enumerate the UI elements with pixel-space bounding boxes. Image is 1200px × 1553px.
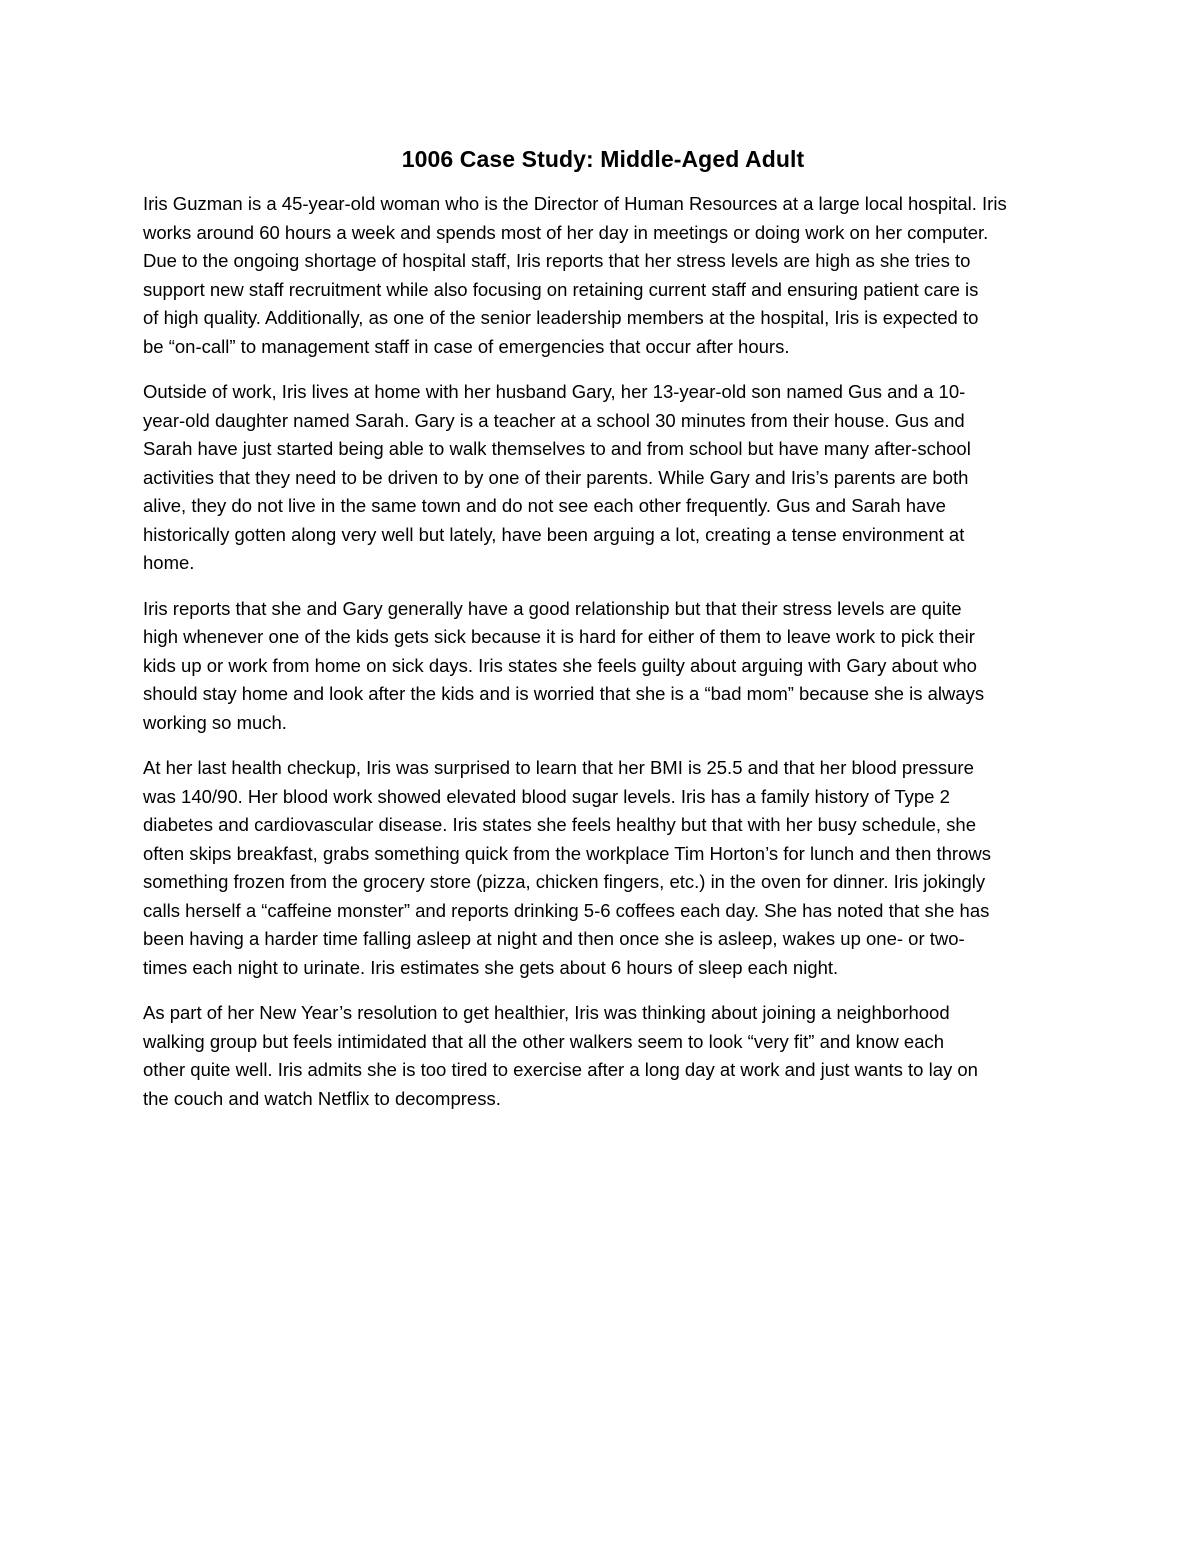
text-line: support new staff recruitment while also focusing on retaining current staff and ensuring patient care is <box>143 278 979 300</box>
text-line: Outside of work, Iris lives at home with her husband Gary, her 13-year-old son named Gus and a 10- <box>143 381 966 402</box>
text-line: of high quality. Additionally, as one of the senior leadership members at the hospital, Iris is expected to <box>143 307 979 328</box>
text-line: times each night to urinate. Iris estimates she gets about 6 hours of sleep each night. <box>143 956 839 978</box>
text-line: activities that they need to be driven to by one of their parents. While Gary and Iris’s parents are both <box>143 466 969 488</box>
document-body <box>143 142 1063 1130</box>
paragraph-resolution <box>143 999 1063 1113</box>
text-line: home. <box>143 552 195 573</box>
text-line: historically gotten along very well but lately, have been arguing a lot, creating a tense environment at <box>143 523 965 545</box>
text-line: often skips breakfast, grabs something quick from the workplace Tim Horton’s for lunch and then throws <box>143 842 991 864</box>
text-line: working so much. <box>143 711 287 733</box>
text-line: was 140/90. Her blood work showed elevated blood sugar levels. Iris has a family history of Type 2 <box>143 785 950 807</box>
paragraph-relationship <box>143 595 1063 738</box>
text-line: At her last health checkup, Iris was surprised to learn that her BMI is 25.5 and that her blood pressure <box>143 757 974 778</box>
text-line: something frozen from the grocery store (pizza, chicken fingers, etc.) in the oven for dinner. Iris jokingly <box>143 871 986 892</box>
text-line: other quite well. Iris admits she is too tired to exercise after a long day at work and just wants to lay on <box>143 1059 978 1080</box>
text-line: year-old daughter named Sarah. Gary is a teacher at a school 30 minutes from their house. Gus and <box>143 409 965 431</box>
text-line: kids up or work from home on sick days. Iris states she feels guilty about arguing with Gary about who <box>143 654 977 676</box>
text-line: diabetes and cardiovascular disease. Iris states she feels healthy but that with her busy schedule, she <box>143 814 976 835</box>
document-title: 1006 Case Study: Middle-Aged Adult <box>401 146 805 172</box>
text-line: Due to the ongoing shortage of hospital staff, Iris reports that her stress levels are high as she tries to <box>143 250 971 271</box>
text-line: Iris Guzman is a 45-year-old woman who is the Director of Human Resources at a large local hospital. Iris <box>143 193 1007 214</box>
text-line: Iris reports that she and Gary generally have a good relationship but that their stress levels are quite <box>143 597 962 619</box>
text-line: been having a harder time falling asleep at night and then once she is asleep, wakes up one- or two- <box>143 928 965 949</box>
text-line: be “on-call” to management staff in case of emergencies that occur after hours. <box>143 335 790 357</box>
text-line: Sarah have just started being able to walk themselves to and from school but have many after-school <box>143 438 971 459</box>
paragraph-family <box>143 378 1063 578</box>
paragraph-introduction <box>143 190 1063 361</box>
text-line: high whenever one of the kids gets sick because it is hard for either of them to leave work to pick their <box>143 626 975 647</box>
paragraph-health <box>143 754 1063 982</box>
text-line: the couch and watch Netflix to decompress. <box>143 1087 501 1109</box>
text-line: alive, they do not live in the same town and do not see each other frequently. Gus and Sarah have <box>143 495 946 516</box>
text-line: works around 60 hours a week and spends most of her day in meetings or doing work on her computer. <box>143 221 989 243</box>
text-line: should stay home and look after the kids and is worried that she is a “bad mom” because she is always <box>143 683 985 704</box>
text-line: calls herself a “caffeine monster” and reports drinking 5-6 coffees each day. She has noted that she has <box>143 899 990 921</box>
text-line: As part of her New Year’s resolution to get healthier, Iris was thinking about joining a neighborhood <box>143 1002 950 1023</box>
text-line: walking group but feels intimidated that all the other walkers seem to look “very fit” and know each <box>143 1030 945 1052</box>
